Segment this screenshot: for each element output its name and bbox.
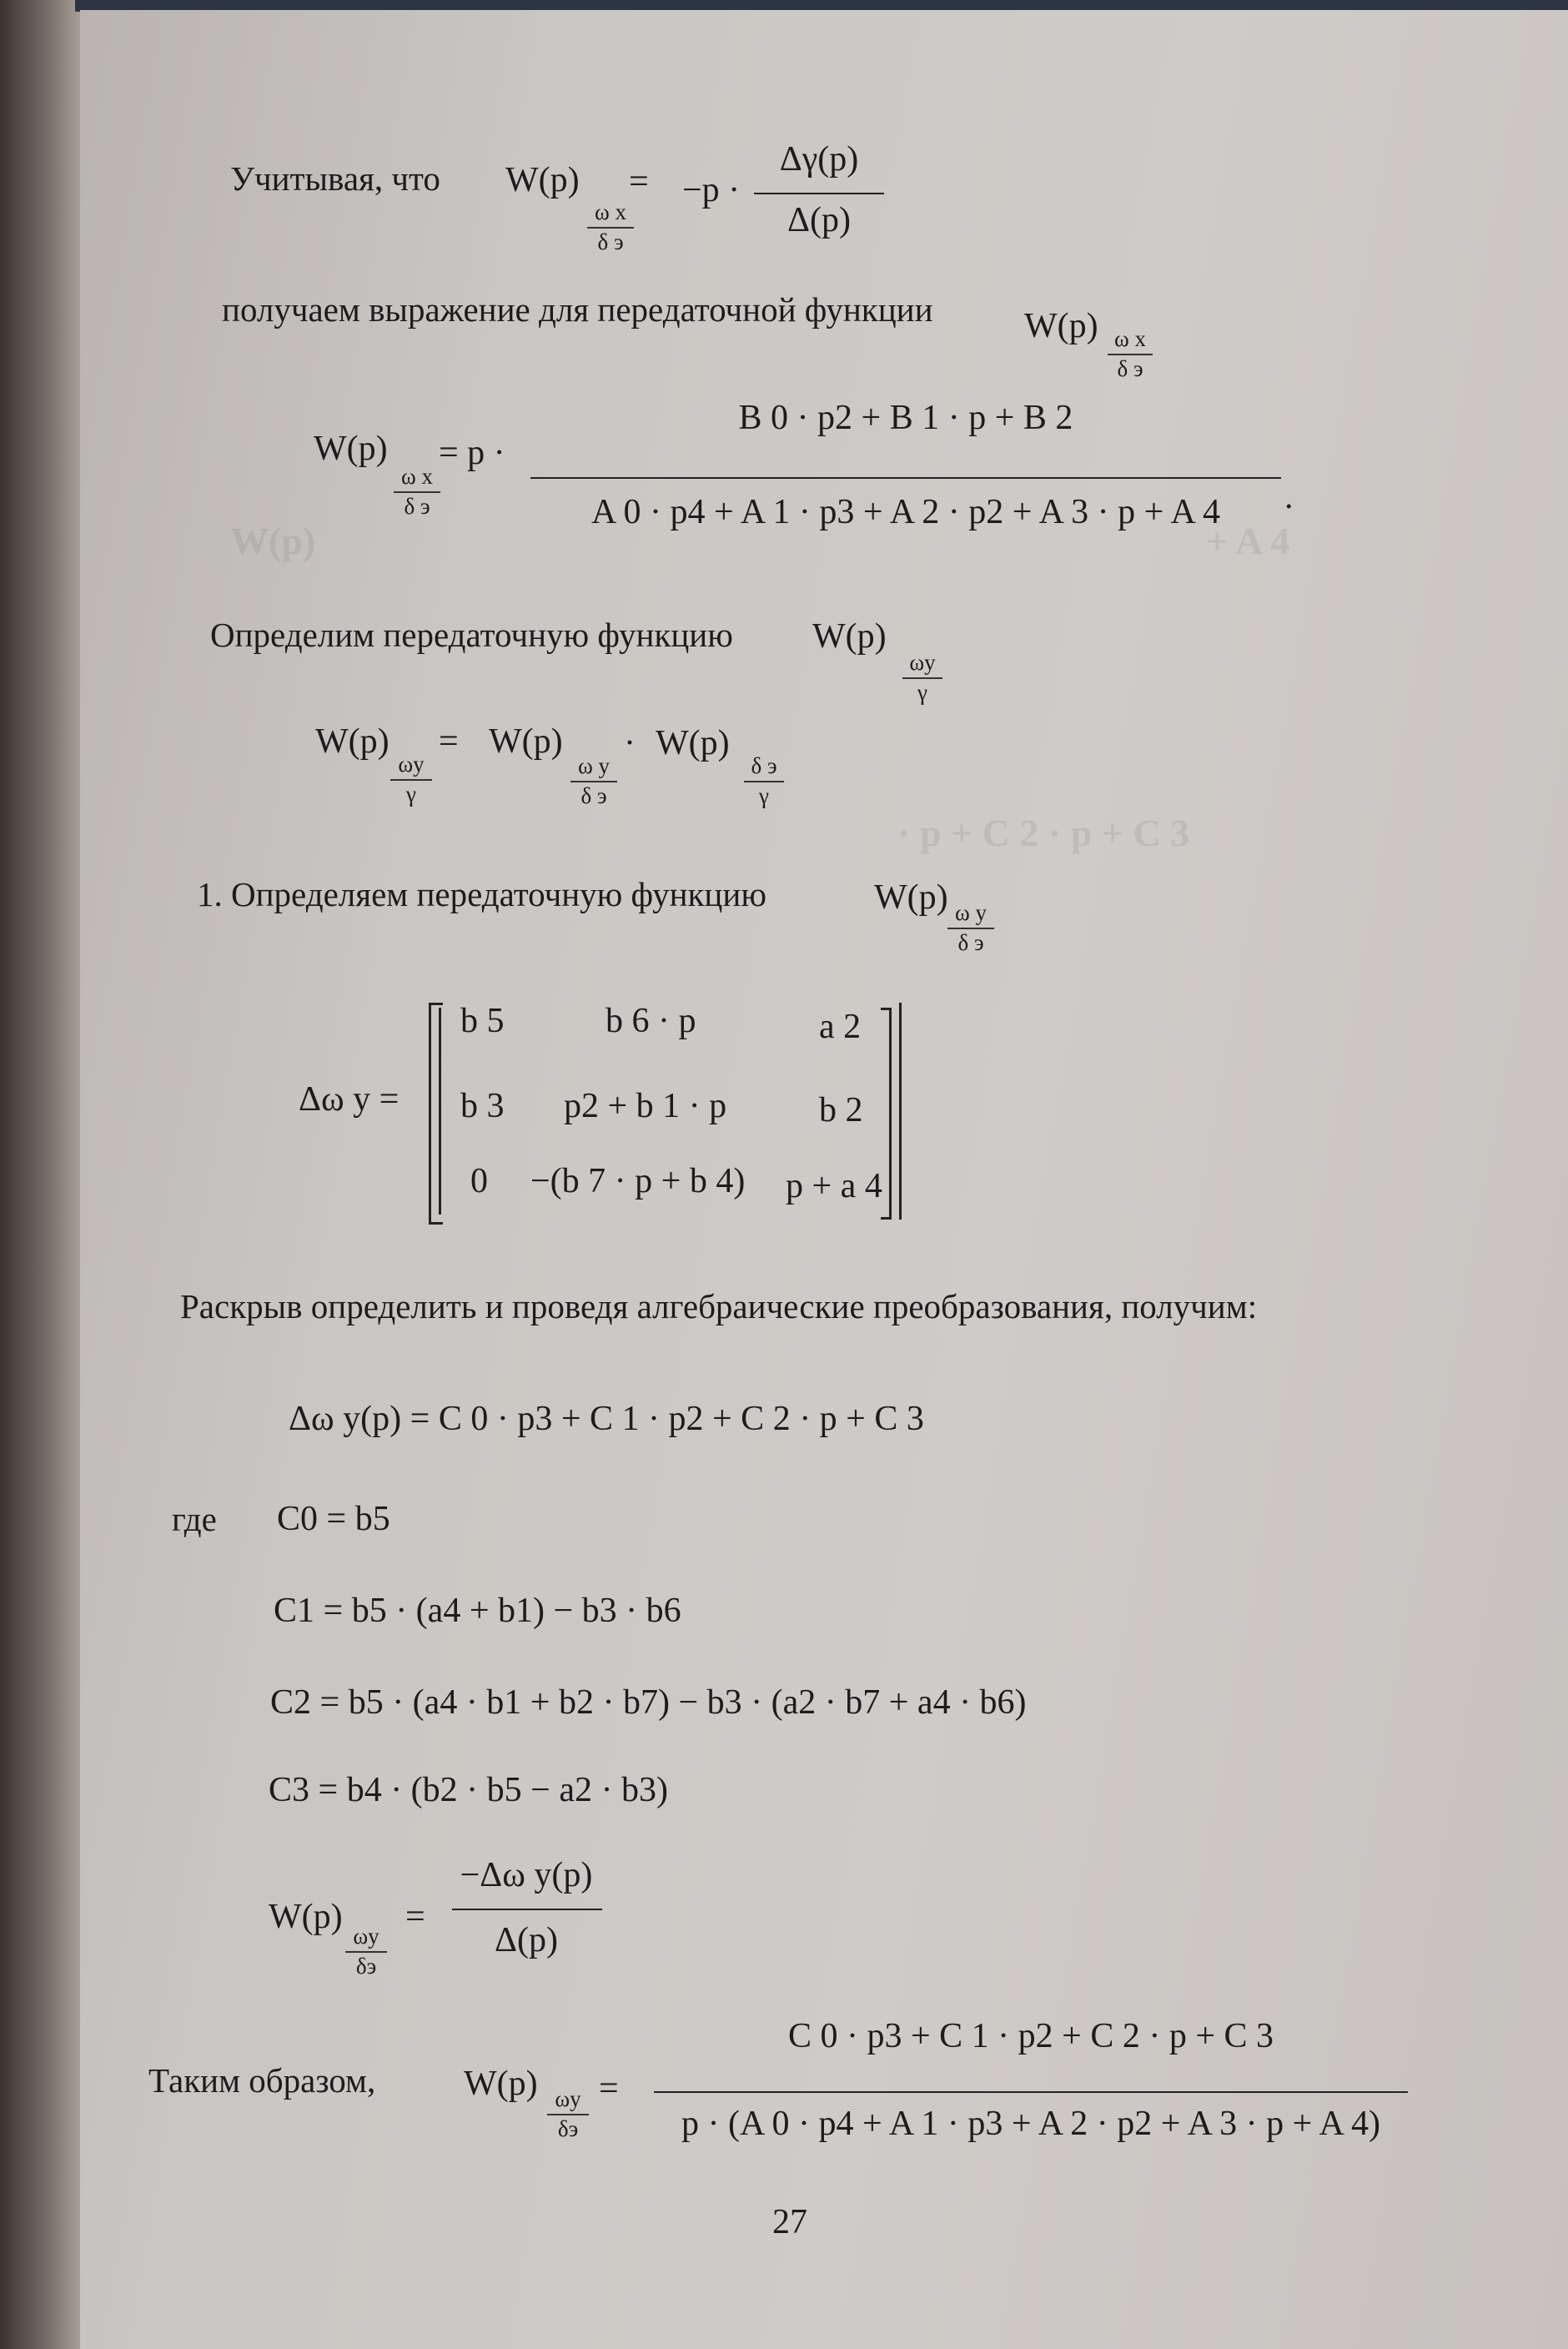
fraction-bar: [530, 477, 1281, 479]
bleed-through-text: W(p): [230, 520, 316, 562]
intro-denominator: Δ(p): [787, 201, 851, 239]
eq2-factor2: W(p): [656, 724, 730, 762]
final-lhs-subscript: ωy δэ: [547, 2087, 589, 2141]
eq1-lhs-subscript: ω x δ э: [394, 465, 440, 519]
matrix-cell: b 2: [819, 1091, 863, 1129]
eq2-lhs: W(p): [315, 722, 389, 761]
line2-fn-subscript: ω x δ э: [1108, 327, 1153, 381]
eq4-equals: =: [405, 1898, 425, 1936]
final-lhs: W(p): [464, 2065, 538, 2103]
coef-c1: C1 = b5 · (a4 + b1) − b3 · b6: [274, 1592, 681, 1630]
intro-equals: =: [629, 163, 649, 201]
line3-fn-subscript: ωy γ: [902, 651, 942, 705]
final-text: Таким образом,: [148, 2061, 376, 2100]
eq2-dot: ·: [624, 724, 636, 762]
bleed-through-text: · p + C 2 · p + C 3: [897, 812, 1190, 854]
line3-text: Определим передаточную функцию: [210, 616, 733, 654]
matrix-cell: −(b 7 · p + b 4): [530, 1162, 746, 1200]
book-spine: [0, 0, 92, 2349]
eq4-numerator: −Δω y(p): [460, 1856, 593, 1894]
step1-text: 1. Определяем передаточную функцию: [197, 875, 766, 913]
eq2-factor1-subscript: ω y δ э: [570, 754, 617, 808]
matrix-cell: p + a 4: [786, 1167, 882, 1205]
eq1-equals: = p ·: [439, 434, 505, 472]
eq3: Δω y(p) = C 0 · p3 + C 1 · p2 + C 2 · p + C 3: [289, 1400, 924, 1438]
eq2-factor1: W(p): [489, 722, 563, 761]
intro-numerator: Δγ(p): [779, 140, 859, 179]
eq2-equals: =: [439, 722, 459, 761]
page-number: 27: [772, 2203, 807, 2241]
eq2-factor2-subscript: δ э γ: [744, 754, 784, 808]
matrix-cell: 0: [470, 1162, 488, 1200]
book-page: [80, 10, 1568, 2349]
coef-c2: C2 = b5 · (a4 · b1 + b2 · b7) − b3 · (a2 · b7 + a4 · b6): [270, 1683, 1027, 1722]
step1-fn-subscript: ω y δ э: [947, 901, 994, 955]
step1-fn: W(p): [874, 878, 948, 917]
matrix-cell: p2 + b 1 · p: [564, 1087, 727, 1125]
final-denominator: p · (A 0 · p4 + A 1 · p3 + A 2 · p2 + A 3 · p + A 4): [681, 2105, 1380, 2143]
matrix-bracket-right-outer: [891, 1003, 902, 1220]
eq4-lhs: W(p): [269, 1898, 343, 1936]
line2-fn: W(p): [1024, 307, 1098, 345]
matrix-cell: b 6 · p: [606, 1002, 696, 1040]
matrix-cell: b 5: [460, 1002, 505, 1040]
where-label: где: [172, 1500, 217, 1538]
eq2-lhs-subscript: ωy γ: [390, 752, 432, 807]
fraction-bar: [754, 193, 884, 194]
intro-lhs-subscript: ω x δ э: [587, 200, 634, 254]
bleed-through-text: + A 4: [1206, 520, 1290, 562]
eq1-numerator: B 0 · p2 + B 1 · p + B 2: [738, 399, 1073, 437]
intro-lhs: W(p): [505, 161, 580, 199]
expand-text: Раскрыв определить и проведя алгебраические преобразования, получим:: [180, 1287, 1258, 1325]
coef-c3: C3 = b4 · (b2 · b5 − a2 · b3): [269, 1771, 668, 1809]
coef-c0: C0 = b5: [277, 1500, 390, 1538]
matrix-cell: a 2: [819, 1008, 862, 1046]
intro-rhs-prefix: −p ·: [682, 171, 741, 209]
fraction-bar: [452, 1909, 602, 1910]
intro-text: Учитывая, что: [230, 159, 440, 198]
eq4-lhs-subscript: ωy δэ: [345, 1924, 387, 1979]
eq1-lhs: W(p): [314, 430, 388, 468]
eq1-denominator: A 0 · p4 + A 1 · p3 + A 2 · p2 + A 3 · p + A 4: [591, 493, 1220, 531]
final-numerator: C 0 · p3 + C 1 · p2 + C 2 · p + C 3: [787, 2017, 1274, 2055]
eq4-denominator: Δ(p): [495, 1921, 558, 1959]
fraction-bar: [654, 2091, 1408, 2093]
matrix-lhs: Δω y =: [299, 1080, 400, 1119]
matrix-bracket-left-inner: [439, 1008, 450, 1215]
matrix-cell: b 3: [460, 1087, 505, 1125]
final-equals: =: [599, 2070, 619, 2108]
eq1-period: .: [1284, 478, 1294, 516]
line2-text: получаем выражение для передаточной функции: [222, 290, 933, 329]
line3-fn: W(p): [812, 617, 887, 656]
